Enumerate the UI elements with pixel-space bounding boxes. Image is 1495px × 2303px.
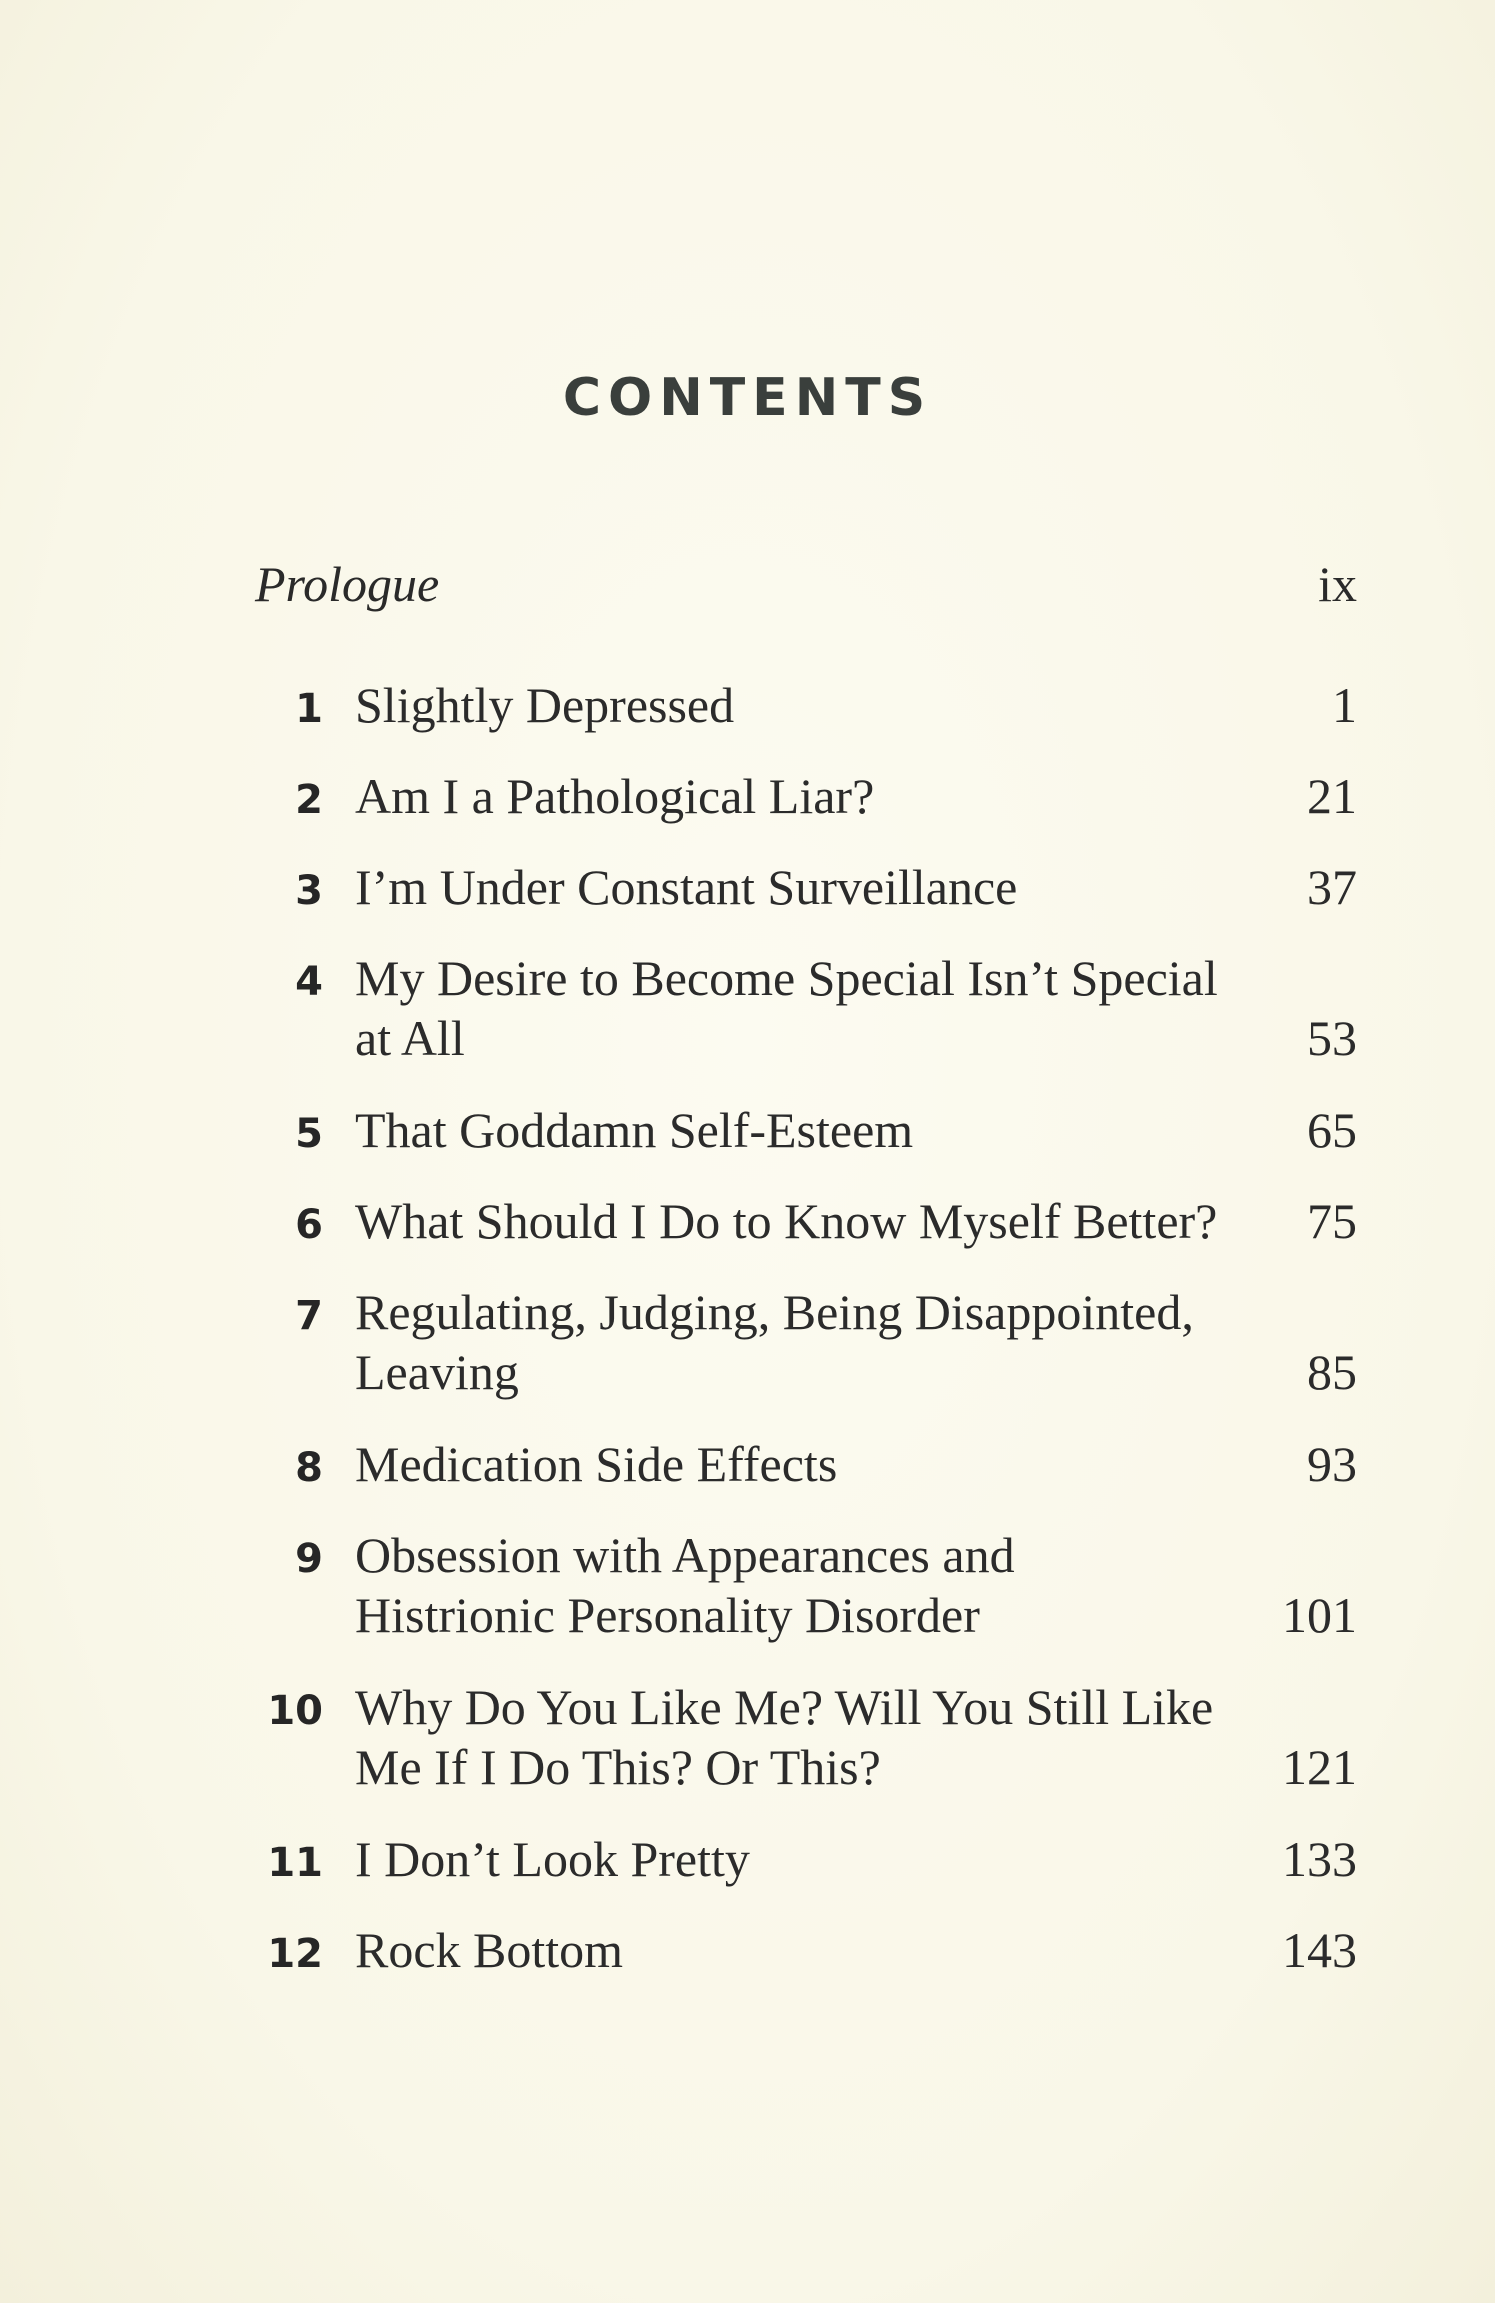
chapter-page-number: 65 (1307, 1102, 1357, 1158)
chapter-number: 2 (295, 777, 323, 823)
chapter-page-number: 21 (1307, 768, 1357, 824)
toc-entry-prologue (255, 555, 1357, 625)
chapter-number: 8 (295, 1445, 323, 1491)
chapter-title: I Don’t Look Pretty (355, 1831, 750, 1887)
chapter-title: Why Do You Like Me? Will You Still Like (355, 1679, 1214, 1735)
chapter-title: That Goddamn Self-Esteem (355, 1102, 914, 1158)
toc-entry-4 (255, 948, 1357, 1068)
toc-entry-1 (255, 675, 1357, 735)
chapter-number: 12 (267, 1931, 323, 1977)
chapter-title: What Should I Do to Know Myself Better? (355, 1193, 1218, 1249)
chapter-title-continued: at All (355, 1010, 465, 1066)
contents-heading: CONTENTS (562, 368, 933, 428)
toc-entry-2 (255, 766, 1357, 826)
contents-heading-wrap (64, 368, 1495, 428)
toc-entry-12 (255, 1920, 1357, 1980)
chapter-number: 4 (295, 959, 323, 1005)
toc-entry-3 (255, 857, 1357, 917)
chapter-title: My Desire to Become Special Isn’t Special (355, 950, 1218, 1006)
chapter-title: I’m Under Constant Surveillance (355, 859, 1018, 915)
chapter-number: 3 (295, 868, 323, 914)
toc-entry-6 (255, 1191, 1357, 1251)
chapter-title: Regulating, Judging, Being Disappointed, (355, 1284, 1194, 1340)
chapter-number: 7 (295, 1293, 323, 1339)
chapter-title-continued: Histrionic Personality Disorder (355, 1587, 980, 1643)
chapter-title: Medication Side Effects (355, 1436, 838, 1492)
chapter-page-number: 93 (1307, 1436, 1357, 1492)
chapter-page-number: 85 (1307, 1344, 1357, 1400)
chapter-title: Am I a Pathological Liar? (355, 768, 875, 824)
chapter-page-number: 121 (1282, 1739, 1357, 1795)
chapter-title: Slightly Depressed (355, 677, 735, 733)
chapter-page-number: 1 (1332, 677, 1357, 733)
chapter-page-number: 37 (1307, 859, 1357, 915)
chapter-page-number: 75 (1307, 1193, 1357, 1249)
chapter-page-number: 101 (1282, 1587, 1357, 1643)
toc-entry-5 (255, 1100, 1357, 1160)
chapter-number: 9 (295, 1536, 323, 1582)
chapter-title-continued: Leaving (355, 1344, 519, 1400)
chapter-title: Obsession with Appearances and (355, 1527, 1015, 1583)
toc-entry-7 (255, 1282, 1357, 1402)
chapter-number: 1 (295, 686, 323, 732)
chapter-number: 10 (267, 1688, 323, 1734)
chapter-title-continued: Me If I Do This? Or This? (355, 1739, 881, 1795)
chapter-page-number: 53 (1307, 1010, 1357, 1066)
toc-entry-10 (255, 1677, 1357, 1797)
prologue-page-number: ix (1318, 556, 1357, 612)
chapter-title: Rock Bottom (355, 1922, 624, 1978)
toc-entry-9 (255, 1525, 1357, 1645)
chapter-page-number: 143 (1282, 1922, 1357, 1978)
toc-entry-11 (255, 1829, 1357, 1889)
prologue-title: Prologue (255, 556, 440, 612)
chapter-number: 5 (295, 1111, 323, 1157)
chapter-page-number: 133 (1282, 1831, 1357, 1887)
toc-entry-8 (255, 1434, 1357, 1494)
chapter-number: 11 (267, 1840, 323, 1886)
chapter-number: 6 (295, 1202, 323, 1248)
